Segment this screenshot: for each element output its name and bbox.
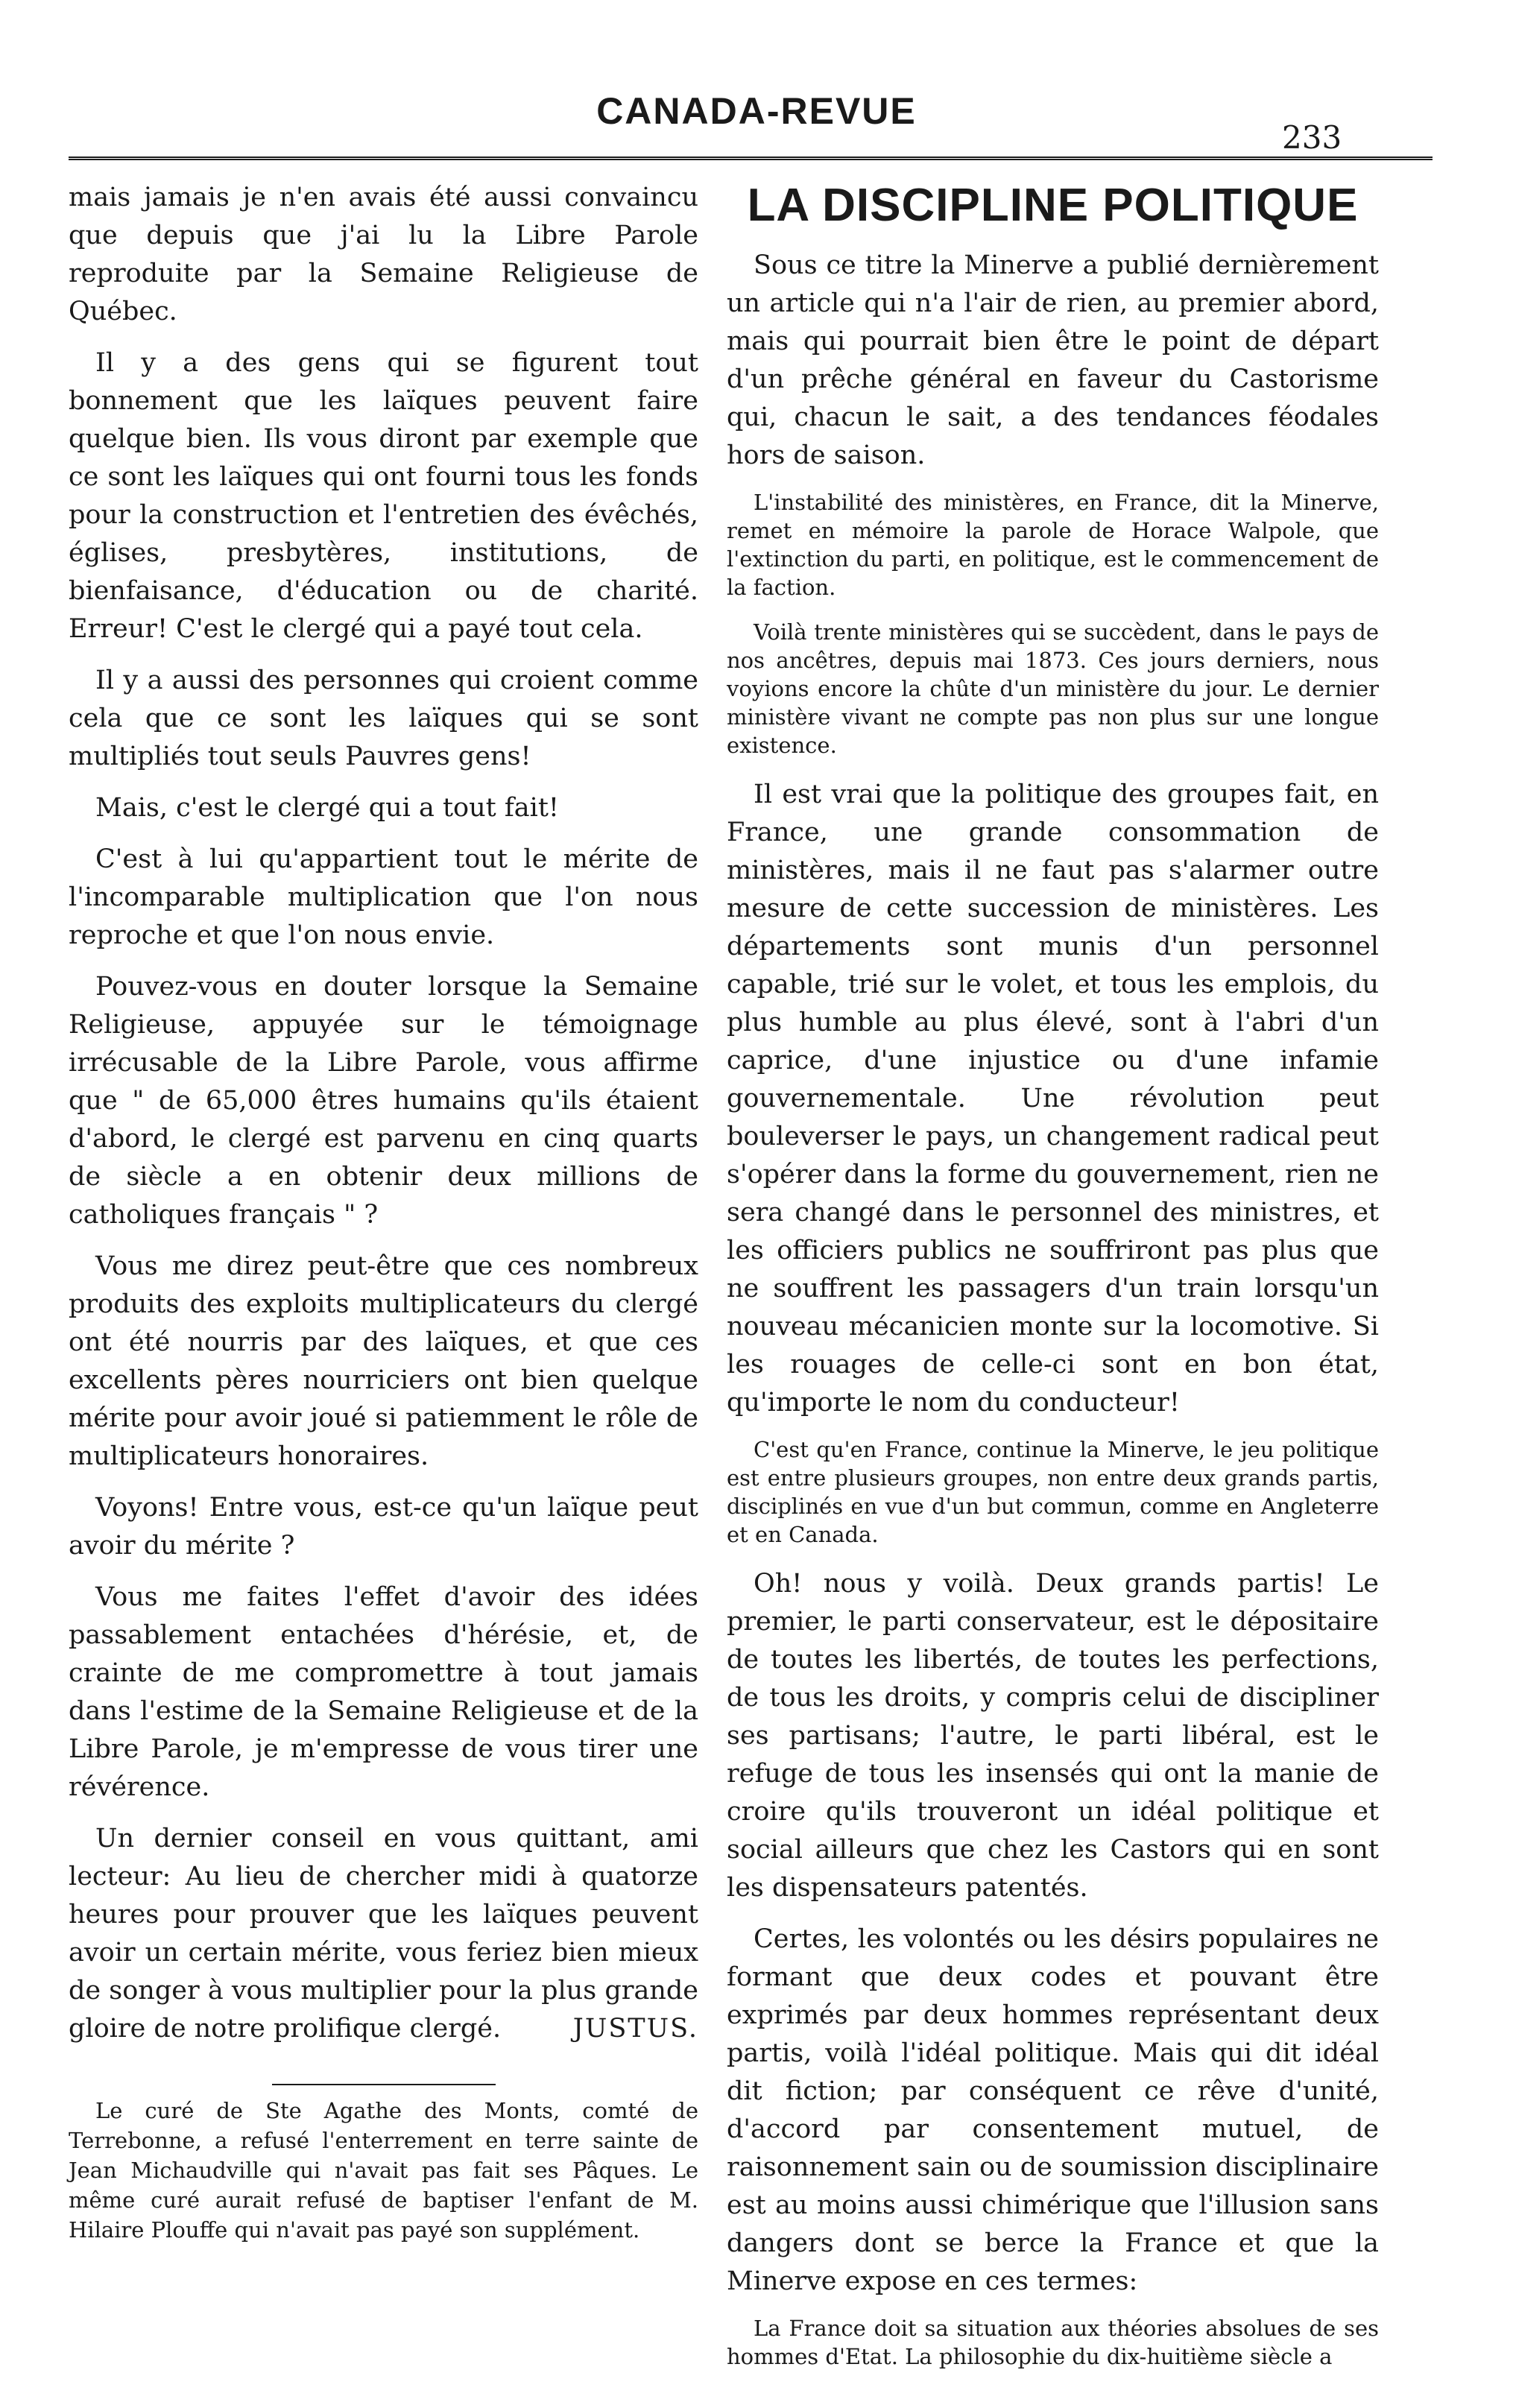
quote-paragraph: La France doit sa situation aux théories absolues de ses hommes d'Etat. La philosophie du dix-huitième siècle a [727, 2316, 1379, 2369]
left-column [69, 179, 698, 2245]
signature: JUSTUS. [572, 2014, 698, 2044]
paragraph: Pouvez-vous en douter lorsque la Semaine Religieuse, appuyée sur le témoignage irrécusable de la Libre Parole, vous affirme que " de 65,000 êtres humains qu'ils étaient d'abord, le clergé est parvenu en cinq quarts de siècle a en obtenir deux millions de catholiques français " ? [69, 972, 698, 1230]
body-paragraph: Il est vrai que la politique des groupes fait, en France, une grande consommation de ministères, mais il ne faut pas s'alarmer outre mesure de cette succession de ministères. Les départements sont munis d'un personnel capable, trié sur le volet, et tous les emplois, du plus humble au plus élevé, sont à l'abri d'un caprice, d'une injustice ou d'une infamie gouvernementale. Une révolution peut bouleverser le pays, un changement radical peut s'opérer dans la forme du gouvernement, rien ne sera changé dans le personnel des ministres, et les officiers publics ne souffriront pas plus que ne souffrent les passagers d'un train lorsqu'un nouveau mécanicien monte sur la locomotive. Si les rouages de celle-ci sont en bon état, qu'importe le nom du conducteur! [727, 780, 1379, 1418]
intro-paragraph: Sous ce titre la Minerve a publié dernièrement un article qui n'a l'air de rien, au premier abord, mais qui pourrait bien être le point de départ d'un prêche général en faveur du Castorisme qui, chacun le sait, a des tendances féodales hors de saison. [727, 250, 1379, 470]
paragraph: Il y a aussi des personnes qui croient comme cela que ce sont les laïques qui se sont multipliés tout seuls Pauvres gens! [69, 666, 698, 771]
quote-paragraph: C'est qu'en France, continue la Minerve, le jeu politique est entre plusieurs groupes, non entre deux grands partis, disciplinés en vue d'un but commun, comme en Angleterre et en Canada. [727, 1437, 1379, 1547]
paragraph: Vous me direz peut-être que ces nombreux produits des exploits multiplicateurs du clergé ont été nourris par des laïques, et que ces excellents pères nourriciers ont bien quelque mérite pour avoir joué si patiemment le rôle de multiplicateurs honoraires. [69, 1251, 698, 1471]
paragraph: Il y a des gens qui se figurent tout bonnement que les laïques peuvent faire quelque bien. Ils vous diront par exemple que ce sont les laïques qui ont fourni tous les fonds pour la construction et l'entretien des évêchés, églises, presbytères, institutions, de bienfaisance, d'éducation ou de charité. Erreur! C'est le clergé qui a payé tout cela. [69, 348, 698, 644]
closing-paragraph [69, 1820, 698, 2048]
body-paragraph: Certes, les volontés ou les désirs populaires ne formant que deux codes et pouvant être exprimés par deux hommes représentant deux partis, voilà l'idéal politique. Mais qui dit idéal dit fiction; par conséquent ce rêve d'unité, d'accord par consentement mutuel, de raisonnement sain ou de soumission disciplinaire est au moins aussi chimérique que l'illusion sans dangers dont se berce la France et que la Minerve expose en ces termes: [727, 1924, 1379, 2296]
paragraph: C'est à lui qu'appartient tout le mérite de l'incomparable multiplication que l'on nous reproche et que l'on nous envie. [69, 844, 698, 950]
paragraph: mais jamais je n'en avais été aussi convaincu que depuis que j'ai lu la Libre Parole reproduite par la Semaine Religieuse de Québec. [69, 183, 698, 326]
paragraph: Vous me faites l'effet d'avoir des idées passablement entachées d'hérésie, et, de crainte de me compromettre à tout jamais dans l'estime de la Semaine Religieuse et de la Libre Parole, je m'empresse de vous tirer une révérence. [69, 1582, 698, 1802]
running-title: CANADA-REVUE [596, 90, 917, 132]
body-paragraph: Oh! nous y voilà. Deux grands partis! Le premier, le parti conservateur, est le dépositaire de toutes les libertés, de toutes les perfections, de tous les droits, y compris celui de discipliner ses partisans; l'autre, le parti libéral, est le refuge de tous les insensés qui ont la manie de croire qu'ils trouveront un idéal politique et social ailleurs que chez les Castors qui en sont les dispensateurs patentés. [727, 1569, 1379, 1903]
footnote-rule [272, 2084, 496, 2085]
closing-text: Un dernier conseil en vous quittant, ami lecteur: Au lieu de chercher midi à quatorze heures pour prouver que les laïques peuvent avoir un certain mérite, vous feriez bien mieux de songer à vous multiplier pour la plus grande gloire de notre prolifique clergé. [69, 1824, 698, 2044]
header-rule [69, 157, 1433, 160]
paragraph: Mais, c'est le clergé qui a tout fait! [95, 793, 559, 823]
footnote: Le curé de Ste Agathe des Monts, comté de Terrebonne, a refusé l'enterrement en terre sainte de Jean Michaudville qui n'avait pas fait ses Pâques. Le même curé aurait refusé de baptiser l'enfant de M. Hilaire Plouffe qui n'avait pas payé son supplément. [69, 2098, 698, 2243]
paragraph: Voyons! Entre vous, est-ce qu'un laïque peut avoir du mérite ? [69, 1493, 698, 1561]
quote-paragraph: Voilà trente ministères qui se succèdent, dans le pays de nos ancêtres, depuis mai 1873. Ces jours derniers, nous voyions encore la chûte d'un ministère du jour. Le dernier ministère vivant ne compte pas non plus sur une longue existence. [727, 619, 1379, 758]
page-number: 233 [1282, 119, 1342, 156]
quote-paragraph: L'instabilité des ministères, en France, dit la Minerve, remet en mémoire la parole de Horace Walpole, que l'extinction du parti, en politique, est le commencement de la faction. [727, 490, 1379, 600]
article-title: LA DISCIPLINE POLITIQUE [747, 180, 1359, 231]
right-column [727, 179, 1379, 2387]
